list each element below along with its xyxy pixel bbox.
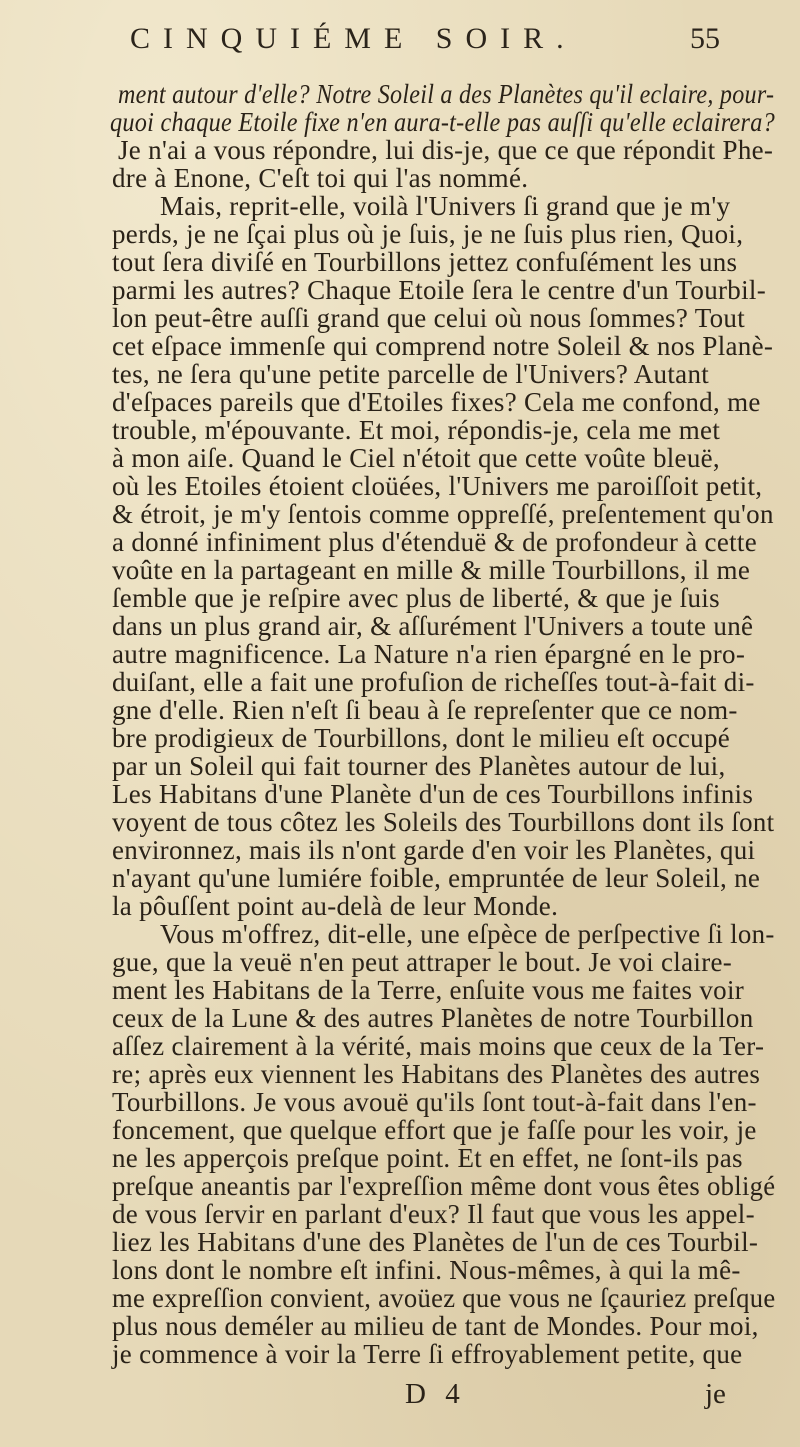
- text-line: ſemble que je reſpire avec plus de liberté, & que je ſuis: [112, 583, 720, 613]
- text-line: ne les apperçois preſque point. Et en effet, ne ſont-ils pas: [112, 1143, 743, 1173]
- text-line: cet eſpace immenſe qui comprend notre Soleil & nos Planè-: [112, 331, 774, 361]
- text-line: ment autour d'elle? Notre Soleil a des Planètes qu'il eclaire, pour-: [118, 79, 775, 109]
- text-line: tes, ne ſera qu'une petite parcelle de l'Univers? Autant: [112, 359, 710, 389]
- text-line: de vous ſervir en parlant d'eux? Il faut que vous les appel-: [112, 1199, 755, 1229]
- catchword: je: [705, 1378, 726, 1410]
- text-line: me expreſſion convient, avoüez que vous ne ſçauriez preſque: [112, 1283, 776, 1313]
- text-line: Vous m'offrez, dit-elle, une eſpèce de perſpective ſi lon-: [160, 919, 775, 949]
- text-line: gne d'elle. Rien n'eſt ſi beau à ſe repreſenter que ce nom-: [112, 695, 738, 725]
- text-line: foncement, que quelque effort que je faſſe pour les voir, je: [112, 1115, 757, 1145]
- text-line: trouble, m'épouvante. Et moi, répondis-je, cela me met: [112, 415, 721, 445]
- text-line: tout ſera diviſé en Tourbillons jettez confuſément les uns: [112, 247, 738, 277]
- text-line: dre à Enone, C'eſt toi qui l'as nommé.: [112, 163, 529, 193]
- text-line: a donné infiniment plus d'étenduë & de profondeur à cette: [112, 527, 758, 557]
- text-line: dans un plus grand air, & aſſurément l'Univers a toute unê: [112, 611, 754, 641]
- page-number: 55: [690, 22, 720, 55]
- text-line: plus nous deméler au milieu de tant de Mondes. Pour moi,: [112, 1311, 759, 1341]
- text-line: parmi les autres? Chaque Etoile ſera le centre d'un Tourbil-: [112, 275, 766, 305]
- text-line: n'ayant qu'une lumiére foible, empruntée de leur Soleil, ne: [112, 863, 761, 893]
- page-header: [110, 18, 720, 62]
- text-line: lon peut-être auſſi grand que celui où nous ſommes? Tout: [112, 303, 746, 333]
- text-line: Mais, reprit-elle, voilà l'Univers ſi grand que je m'y: [160, 191, 731, 221]
- text-line: environnez, mais ils n'ont garde d'en voir les Planètes, qui: [112, 835, 756, 865]
- text-line: Les Habitans d'une Planète d'un de ces Tourbillons infinis: [112, 779, 754, 809]
- text-line: ment les Habitans de la Terre, enſuite vous me faites voir: [112, 975, 745, 1005]
- text-line: Tourbillons. Je vous avouë qu'ils ſont tout-à-fait dans l'en-: [112, 1087, 757, 1117]
- text-line: Je n'ai a vous répondre, lui dis-je, que ce que répondit Phe-: [118, 135, 774, 165]
- page-footer: [0, 1378, 800, 1418]
- text-line: perds, je ne ſçai plus où je ſuis, je ne ſuis plus rien, Quoi,: [112, 219, 744, 249]
- text-line: re; après eux viennent les Habitans des Planètes des autres: [112, 1059, 761, 1089]
- text-line: liez les Habitans d'une des Planètes de l'un de ces Tourbil-: [112, 1227, 759, 1257]
- running-head: CINQUIÉME SOIR.: [130, 22, 577, 55]
- text-line: gue, que la veuë n'en peut attraper le bout. Je voi claire-: [112, 947, 733, 977]
- text-line: à mon aiſe. Quand le Ciel n'étoit que cette voûte bleuë,: [112, 443, 720, 473]
- text-line: par un Soleil qui fait tourner des Planètes autour de lui,: [112, 751, 726, 781]
- text-line: je commence à voir la Terre ſi effroyablement petite, que: [112, 1339, 743, 1369]
- text-line: où les Etoiles étoient cloüées, l'Univers me paroiſſoit petit,: [112, 471, 763, 501]
- signature-mark: D 4: [405, 1378, 466, 1410]
- text-line: d'eſpaces pareils que d'Etoiles fixes? Cela me confond, me: [112, 387, 761, 417]
- text-line: la pôuſſent point au-delà de leur Monde.: [112, 891, 559, 921]
- text-line: bre prodigieux de Tourbillons, dont le milieu eſt occupé: [112, 723, 731, 753]
- text-line: aſſez clairement à la vérité, mais moins que ceux de la Ter-: [112, 1031, 765, 1061]
- text-line: voyent de tous côtez les Soleils des Tourbillons dont ils ſont: [112, 807, 775, 837]
- text-line: preſque aneantis par l'expreſſion même dont vous êtes obligé: [112, 1171, 776, 1201]
- text-line: lons dont le nombre eſt infini. Nous-mêmes, à qui la mê-: [112, 1255, 741, 1285]
- text-line: autre magnificence. La Nature n'a rien épargné en le pro-: [112, 639, 746, 669]
- text-line: quoi chaque Etoile fixe n'en aura-t-elle pas auſſi qu'elle eclairera?: [110, 107, 775, 137]
- text-line: voûte en la partageant en mille & mille Tourbillons, il me: [112, 555, 751, 585]
- text-line: duiſant, elle a fait une profuſion de richeſſes tout-à-fait di-: [112, 667, 755, 697]
- text-line: & étroit, je m'y ſentois comme oppreſſé, preſentement qu'on: [112, 499, 774, 529]
- text-line: ceux de la Lune & des autres Planètes de notre Tourbillon: [112, 1003, 754, 1033]
